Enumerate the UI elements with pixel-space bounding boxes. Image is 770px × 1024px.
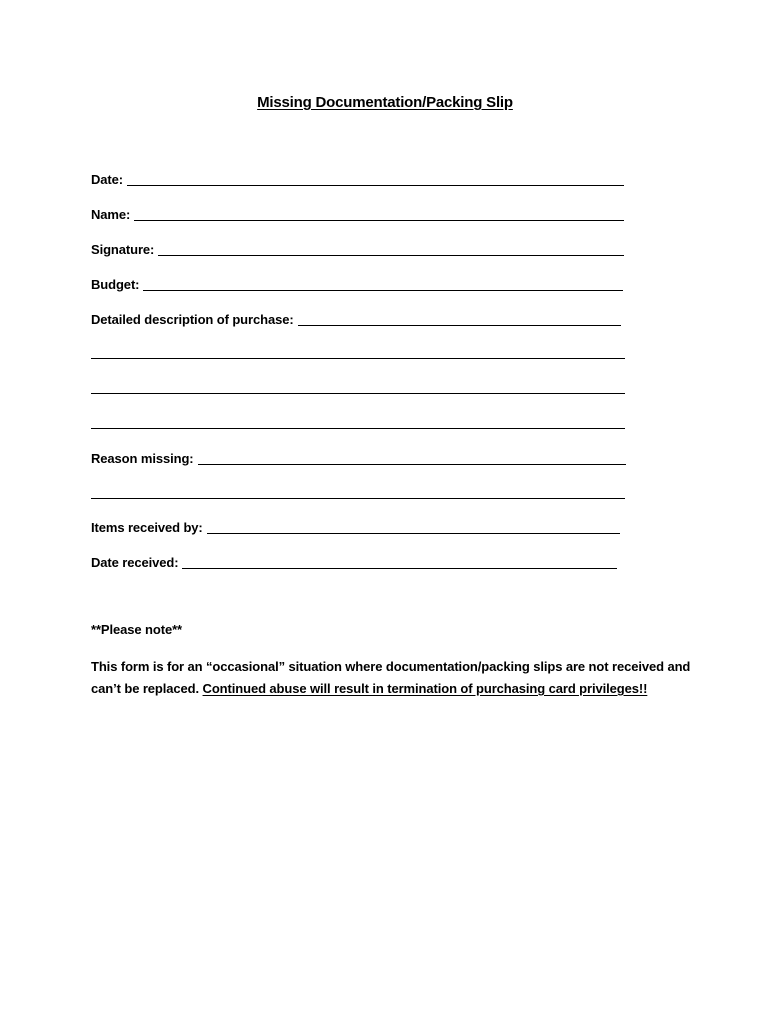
description-line-2[interactable]	[91, 358, 625, 359]
budget-field[interactable]	[143, 290, 623, 291]
reason-field[interactable]	[198, 464, 626, 465]
date-received-field[interactable]	[182, 568, 617, 569]
name-row	[91, 203, 624, 223]
items-received-by-field[interactable]	[207, 533, 620, 534]
signature-row	[91, 238, 624, 258]
name-label: Name:	[91, 207, 131, 222]
description-line-4[interactable]	[91, 428, 625, 429]
note-heading: **Please note**	[91, 622, 182, 637]
items-received-by-label: Items received by:	[91, 520, 203, 535]
items-received-by-row	[91, 516, 620, 536]
description-line-3[interactable]	[91, 393, 625, 394]
note-warning-text: Continued abuse will result in termination of purchasing card privileges!!	[202, 681, 648, 696]
description-field[interactable]	[298, 325, 621, 326]
note-body-text: This form is for an “occasional” situation where documentation/packing slips are not received and can’t be replaced.	[91, 659, 691, 696]
reason-label: Reason missing:	[91, 451, 194, 466]
budget-label: Budget:	[91, 277, 140, 292]
name-field[interactable]	[134, 220, 624, 221]
date-label: Date:	[91, 172, 124, 187]
form-title: Missing Documentation/Packing Slip	[257, 94, 513, 111]
reason-row	[91, 447, 626, 467]
reason-line-2[interactable]	[91, 498, 625, 499]
signature-field[interactable]	[158, 255, 624, 256]
date-received-row	[91, 551, 617, 571]
date-field[interactable]	[127, 185, 624, 186]
description-row	[91, 308, 621, 328]
date-row	[91, 168, 624, 188]
note-body	[91, 656, 691, 700]
budget-row	[91, 273, 623, 293]
signature-label: Signature:	[91, 242, 155, 257]
description-label: Detailed description of purchase:	[91, 312, 294, 327]
date-received-label: Date received:	[91, 555, 179, 570]
